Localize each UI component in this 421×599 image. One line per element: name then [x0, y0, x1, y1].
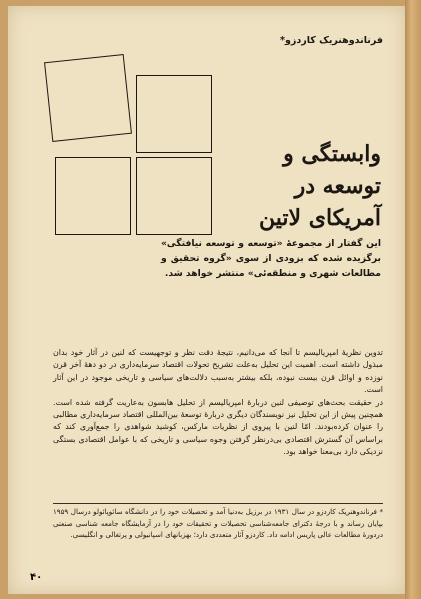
- article-title: [211, 138, 381, 234]
- decorative-square: [55, 157, 131, 235]
- decorative-square: [44, 54, 132, 142]
- body-paragraph-1: تدوین نظریهٔ امپریالیسم تا آنجا که می‌دانیم، نتیجهٔ دقت نظر و توجهیست که لنین در آثار خود بدان مبذول داشته است. اهمیت این تحلیل به‌علت تشریح تحولات اقتصاد سرمایه‌داری در دو دههٔ آخر قرن نوزده و اوائل قرن بیست نبوده، بلکه بیشتر به‌سبب دلالت‌های سیاسی و تاریخی موجود در این آثار است.: [53, 348, 383, 395]
- footnote-divider: [53, 503, 383, 504]
- page-edge: [405, 0, 421, 599]
- title-line-1: وابستگی و: [283, 141, 381, 167]
- article-body: [53, 347, 383, 459]
- intro-paragraph: این گفتار از مجموعهٔ «توسعه و توسعه نیافتگی» برگزیده شده که بزودی از سوی «گروه تحقیق و مطالعات شهری و منطقه‌ئی» منتشر خواهد شد.: [161, 238, 381, 279]
- decorative-square: [136, 157, 212, 235]
- page-number: ۴۰: [30, 572, 43, 583]
- footnote: * فرناندوهنریک کاردزو در سال ۱۹۳۱ در برزیل به‌دنیا آمد و تحصیلات خود را در دانشگاه سائوپائولو درسال ۱۹۵۹ بپایان رساند و با درجهٔ دکترای جامعه‌شناسی تحصیلات و تحقیقات خود را در آزمایشگاه جامعه شناسی صنعتی دردورهٔ مطالعات عالی پاریس ادامه داد. کاردزو آثار متعددی دارد؛ بهزبانهای اسپانیولی و پرتغالی و انگلیسی.: [53, 507, 383, 540]
- decorative-square: [136, 75, 212, 153]
- body-paragraph-2: در حقیقت بحث‌های توصیفی لنین دربارهٔ امپریالیسم از تحلیل هابسون به‌عاریت گرفته شده است. همچنین پیش از این تحلیل نیز نویسندگان دیگری دربارهٔ توسعهٔ بین‌المللی اقتصاد سرمایه‌داری مطالبی را عنوان کرده‌بودند. امّا لنین با پیروی از نظریات مارکس، کوشید شواهدی را جمع‌آوری کند که براساس آن گسترش اقتصادی بی‌درنظر گرفتن وجوه سیاسی و تاریخی که با عوامل اقتصادی بستگی نزدیکی دارد بی‌معنا خواهد بود.: [53, 397, 383, 457]
- author-name: فرناندوهنریک کاردزو*: [280, 35, 383, 46]
- title-line-3: آمریکای لاتین: [259, 205, 381, 231]
- title-line-2: توسعه در: [294, 173, 381, 199]
